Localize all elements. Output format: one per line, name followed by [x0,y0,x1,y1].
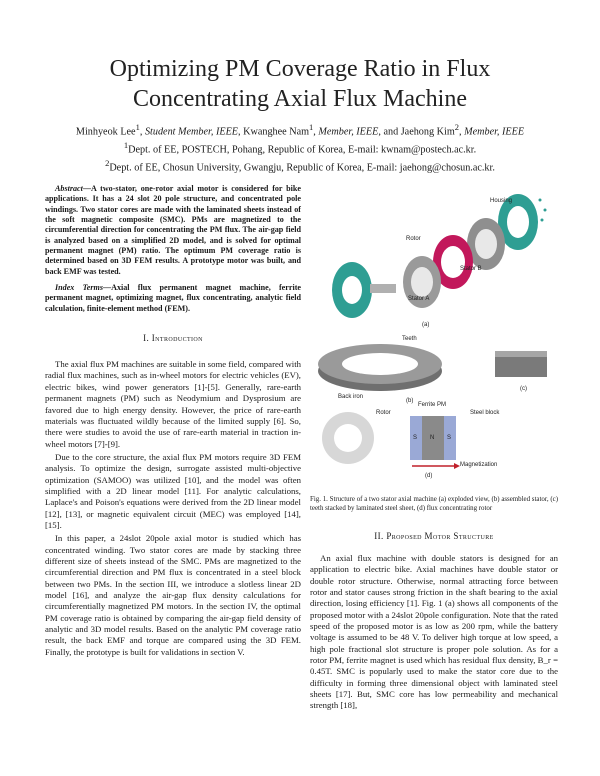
label-magnetization: Magnetization [460,462,498,468]
front-housing-hole [342,276,362,304]
abstract [45,184,301,277]
shaft [370,284,396,293]
author-name: , and Jaehong Kim [378,126,455,138]
intro-paragraph-3: In this paper, a 24slot 20pole axial motor is studied which has concentrated winding. Two stator cores are made by stacking three different size of sheets instead of the SMC. PMs are magnetized to the circumferential direction and PM flux is concentrated in a steel block between two PMs. In the section III, we introduce a slotless linear 2D model [16], and analyze the air-gap flux density calculations for circumferentially magnetized PM motors. In the section IV, the optimal PM coverage ratio is obtained by comparing the air-gap field density of analytic and 3D model results. Based on the analytic PM coverage ratio result, the back EMF and torque are compared using the 3D FEM. Finally, the prototype is built for validations in section V. [45,533,301,657]
abstract-label: Abstract [55,184,83,193]
rotor-disc-bore [334,424,362,452]
label-pole-s1: S [413,435,418,441]
front-housing-drawing [332,262,396,318]
label-steel-block: Steel block [470,410,500,416]
teeth-drawing [495,351,547,377]
figure-1-drawing [310,186,558,486]
author-role: Member, IEEE [464,126,525,138]
figure-1 [310,186,558,486]
label-back-iron: Back iron [338,394,364,400]
author-block [30,121,570,175]
structure-paragraph-1: An axial flux machine with double stators is designed for an application to electric bike. Axial machines have double stator or double rotor structure. Otherwise, normal attracting force between rotor and stator causes strong friction in the shaft bearing to the axial direction, losing efficiency [1]. Fig. 1 (a) shows all components of the proposed motor with a 24slot 20pole configuration. Note that the rated speed of the proposed motor is as low as 200 rpm, while the battery voltage is assumed to be 48 V. To deliver high torque at low speed, a high pole fractional slot structure is proper pole solution. As for a rotor PM, ferrite magnet is used which has residual flux density, B_r = 0.45T. SMC is popularly used to make the stator core due to the difficulty in forming three dimensional object with laminated steel sheets [17]. But, SMC core has low permeability and mechanical strength [18], [310,553,558,711]
label-pole-s2: S [447,435,452,441]
label-stator-a: Stator A [408,296,430,302]
author-role: Student Member, IEEE [144,126,239,138]
label-b: (b) [406,398,414,404]
affiliation-text: Dept. of EE, Chosun University, Gwangju, Republic of Korea, E-mail: jaehong@chosun.ac.kr. [109,162,495,174]
stator-a-bore [411,267,433,297]
author-name: Minhyeok Lee [75,126,136,138]
author-role: Member, IEEE [318,126,379,138]
affiliation-sup: 1 [123,139,129,150]
abstract-text: —A two-stator, one-rotor axial motor is considered for bike applications. It has a 24 slot 20 pole structure, and concentrated pole windings. Two stator cores are made with the laminated sheets instead of the soft magnetic composite (SMC). PMs are magnetized to the circumferential direction for concentrating the PM flux. The air-gap field is analyzed based on a simplified 2D model, and is solved for optimal permanent magnet (PM) ratio. The optimum PM coverage ratio is determined based on 3D FEM results. A prototype motor was built, and back EMF was tested. [45,184,301,276]
author-sep: , [313,126,319,138]
label-teeth: Teeth [402,336,417,342]
index-terms [45,283,301,314]
section-heading-introduction: I. Introduction [143,333,203,344]
left-column [45,184,301,658]
housing-bolt [541,219,544,222]
author-sep: , [459,126,465,138]
label-ferrite-pm: Ferrite PM [418,402,447,408]
right-column [310,186,558,756]
label-c: (c) [520,386,527,392]
affiliation-text: Dept. of EE, POSTECH, Pohang, Republic of Korea, E-mail: kwnam@postech.ac.kr. [128,144,477,156]
label-housing: Housing [490,198,513,204]
author-name: , Kwanghee Nam [238,126,310,138]
housing-bolt [544,209,547,212]
affiliation-sup: 2 [105,157,110,168]
index-terms-text: —Axial flux permanent magnet machine, ferrite permanent magnet, optimizing magnet, flux concentrating, analytic field calculation, finite-element method (FEM). [45,283,301,313]
section-heading-proposed-structure: II. Proposed Motor Structure [374,531,494,541]
author-line [30,121,570,139]
rotor-detail-drawing [322,412,460,469]
label-a: (a) [422,322,430,328]
assembled-stator-drawing [318,344,442,391]
intro-paragraph-2: Due to the core structure, the axial flux PM motors require 3D FEM analysis. To optimize the design, surrogate assisted multi-objective optimization (SAMOO) was utilized [10], and the model was often simplified with a 2D linear model [11]. For analytic calculations, Laplace's and Poison's equations were derived from the 2D linear model [12], [13], or magnetic equivalent circuit (MEC) was employed [14], [15]. [45,451,301,530]
stator-bore [342,353,418,375]
label-rotor-2: Rotor [376,410,391,416]
author-sup: 1 [309,122,314,132]
tooth-top [495,351,547,357]
index-terms-label: Index Terms [55,283,103,293]
stator-b-bore [475,229,497,259]
author-sep: , [139,126,145,138]
label-rotor: Rotor [406,236,421,242]
rotor-bore [441,246,465,278]
label-pole-n: N [430,435,435,441]
author-sup: 1 [135,122,140,132]
affiliation-2 [30,157,570,175]
affiliation-1 [30,139,570,157]
author-sup: 2 [454,122,460,132]
paper-title: Optimizing PM Coverage Ratio in Flux Concentrating Axial Flux Machine [109,56,491,112]
label-stator-b: Stator B [460,266,482,272]
figure-caption: Fig. 1. Structure of a two stator axial machine (a) exploded view, (b) assembled stator, (c) teeth stacked by laminated steel sheet, (d) flux concentrating rotor [310,496,558,512]
intro-paragraph-1: The axial flux PM machines are suitable in some field, compared with radial flux machines, such as in-wheel motors for electric vehicles (EV), electric bikes, wind power generators [1]-[5]. Generally, rare-earth permanent magnets (PM) such as Neodymium and Dysprosium are favored due to high energy density. However, the price of rare-earth materials was fluctuated wildly because of the limited supply [6]. So, there were studies to avoid the use of rare-earth material in traction in-wheel motors [7]-[9]. [45,359,301,449]
housing-bolt [539,199,542,202]
label-d: (d) [425,473,433,479]
housing-hole [507,206,529,238]
